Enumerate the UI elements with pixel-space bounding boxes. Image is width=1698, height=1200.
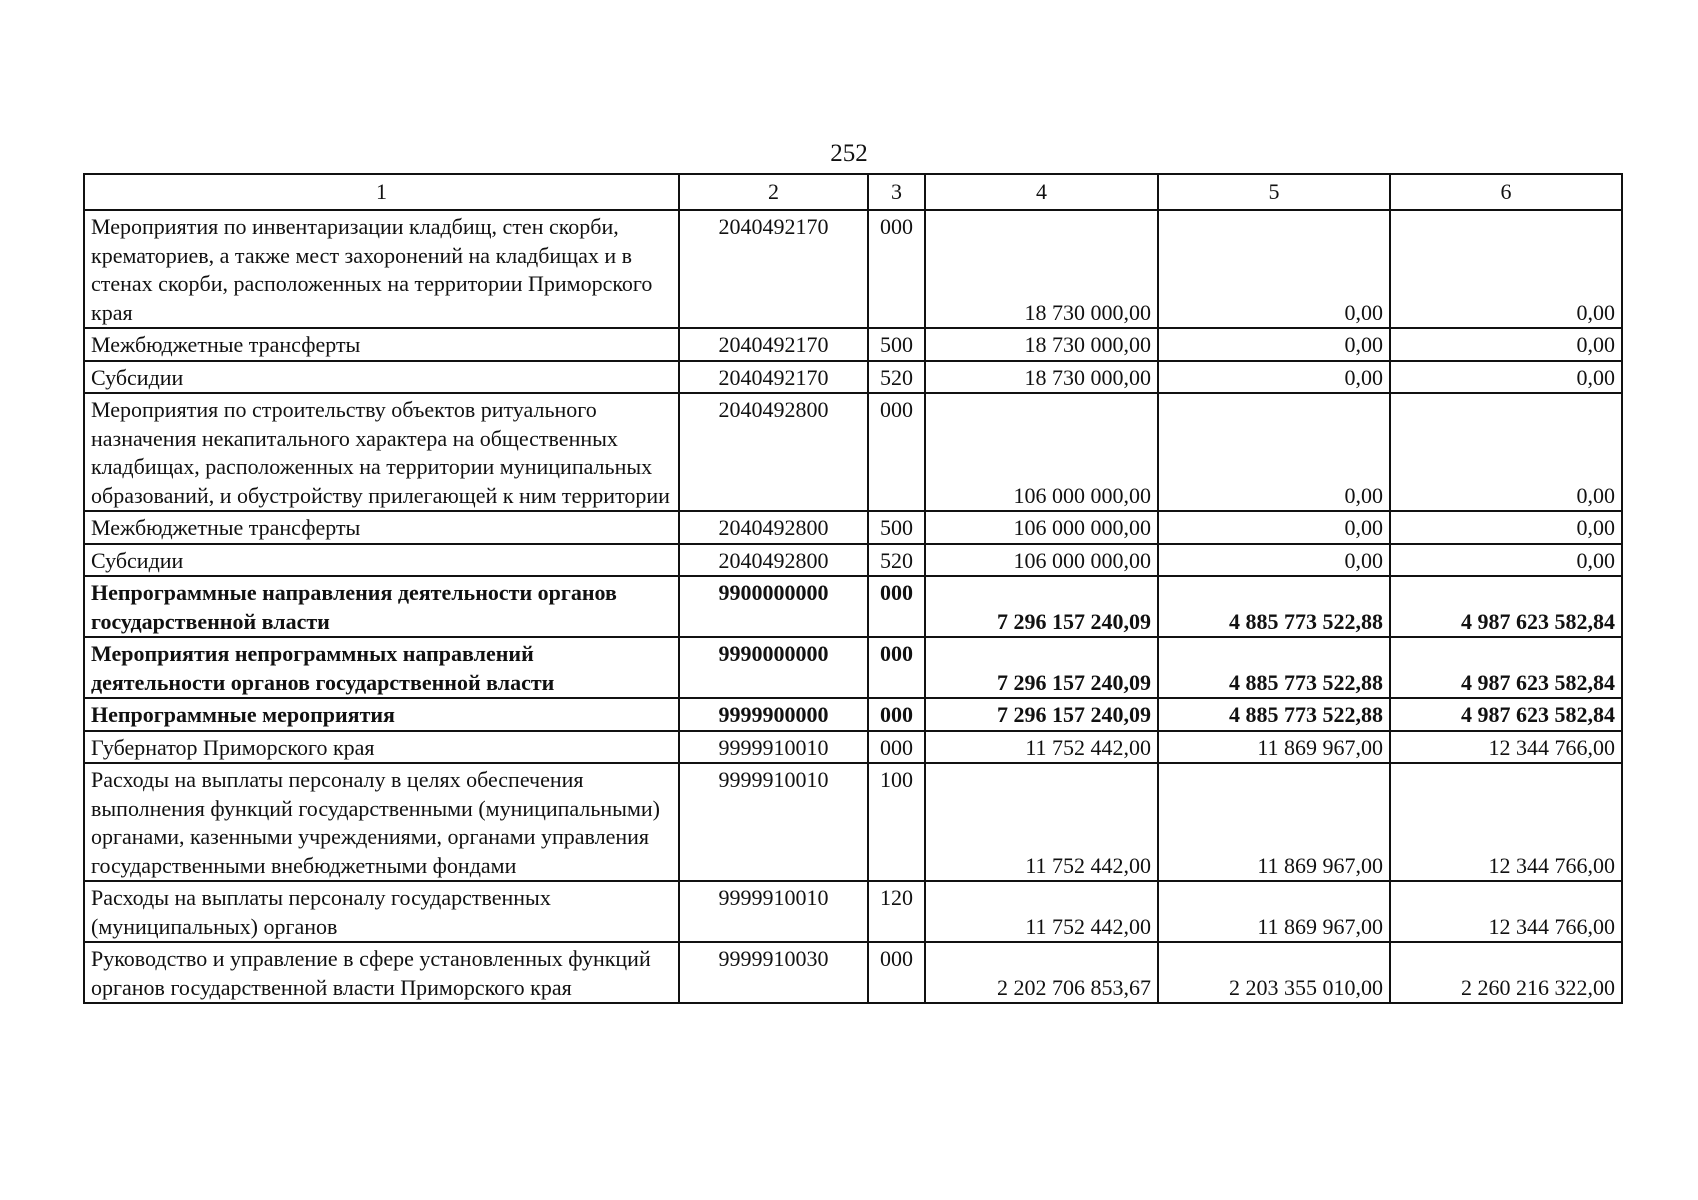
row-code-cell: 9999910010 bbox=[679, 881, 868, 942]
row-value-col6-cell: 4 987 623 582,84 bbox=[1390, 576, 1622, 637]
row-value-col6-cell: 0,00 bbox=[1390, 328, 1622, 361]
row-name-cell: Мероприятия по строительству объектов ритуального назначения некапитального характера на общественных кладбищах, расположенных на территории муниципальных образований, и обустройству прилегающей к ним территории bbox=[84, 393, 679, 511]
row-value-col4-cell: 106 000 000,00 bbox=[925, 393, 1158, 511]
row-value-col4-cell: 11 752 442,00 bbox=[925, 881, 1158, 942]
row-code-cell: 9999910010 bbox=[679, 763, 868, 881]
row-name-cell: Мероприятия по инвентаризации кладбищ, стен скорби, крематориев, а также мест захоронений на кладбищах и в стенах скорби, расположенных на территории Приморского края bbox=[84, 210, 679, 328]
column-header: 1 bbox=[84, 174, 679, 210]
row-kind-cell: 520 bbox=[868, 361, 925, 394]
row-value-col5-cell: 4 885 773 522,88 bbox=[1158, 637, 1390, 698]
row-name-cell: Межбюджетные трансферты bbox=[84, 511, 679, 544]
row-kind-cell: 500 bbox=[868, 328, 925, 361]
row-value-col4-cell: 18 730 000,00 bbox=[925, 361, 1158, 394]
row-kind-cell: 000 bbox=[868, 576, 925, 637]
table-body bbox=[84, 174, 1622, 1003]
budget-table bbox=[83, 173, 1623, 1004]
row-name-cell: Непрограммные мероприятия bbox=[84, 698, 679, 731]
row-name-cell: Межбюджетные трансферты bbox=[84, 328, 679, 361]
row-kind-cell: 000 bbox=[868, 731, 925, 764]
row-value-col6-cell: 12 344 766,00 bbox=[1390, 731, 1622, 764]
row-value-col5-cell: 11 869 967,00 bbox=[1158, 881, 1390, 942]
row-code-cell: 2040492800 bbox=[679, 544, 868, 577]
row-kind-cell: 100 bbox=[868, 763, 925, 881]
row-code-cell: 9999910010 bbox=[679, 731, 868, 764]
row-value-col6-cell: 0,00 bbox=[1390, 393, 1622, 511]
row-code-cell: 2040492170 bbox=[679, 361, 868, 394]
column-header: 5 bbox=[1158, 174, 1390, 210]
row-value-col4-cell: 18 730 000,00 bbox=[925, 328, 1158, 361]
table-row bbox=[84, 210, 1622, 328]
column-header: 3 bbox=[868, 174, 925, 210]
table-row bbox=[84, 544, 1622, 577]
row-name-cell: Непрограммные направления деятельности органов государственной власти bbox=[84, 576, 679, 637]
row-kind-cell: 520 bbox=[868, 544, 925, 577]
row-kind-cell: 500 bbox=[868, 511, 925, 544]
row-value-col4-cell: 2 202 706 853,67 bbox=[925, 942, 1158, 1003]
row-code-cell: 9900000000 bbox=[679, 576, 868, 637]
column-header: 6 bbox=[1390, 174, 1622, 210]
row-value-col6-cell: 4 987 623 582,84 bbox=[1390, 698, 1622, 731]
table-row bbox=[84, 511, 1622, 544]
row-kind-cell: 000 bbox=[868, 942, 925, 1003]
column-header: 2 bbox=[679, 174, 868, 210]
table-row bbox=[84, 698, 1622, 731]
row-code-cell: 2040492800 bbox=[679, 393, 868, 511]
row-name-cell: Субсидии bbox=[84, 361, 679, 394]
row-name-cell: Мероприятия непрограммных направлений деятельности органов государственной власти bbox=[84, 637, 679, 698]
row-value-col4-cell: 7 296 157 240,09 bbox=[925, 637, 1158, 698]
page-number: 252 bbox=[830, 140, 868, 167]
row-value-col4-cell: 106 000 000,00 bbox=[925, 511, 1158, 544]
row-code-cell: 2040492170 bbox=[679, 210, 868, 328]
row-code-cell: 9999900000 bbox=[679, 698, 868, 731]
row-value-col4-cell: 7 296 157 240,09 bbox=[925, 698, 1158, 731]
row-value-col6-cell: 12 344 766,00 bbox=[1390, 763, 1622, 881]
row-value-col6-cell: 0,00 bbox=[1390, 544, 1622, 577]
row-value-col6-cell: 12 344 766,00 bbox=[1390, 881, 1622, 942]
table-row bbox=[84, 393, 1622, 511]
row-value-col6-cell: 2 260 216 322,00 bbox=[1390, 942, 1622, 1003]
row-value-col5-cell: 0,00 bbox=[1158, 393, 1390, 511]
table-row bbox=[84, 361, 1622, 394]
row-value-col5-cell: 0,00 bbox=[1158, 328, 1390, 361]
row-value-col5-cell: 2 203 355 010,00 bbox=[1158, 942, 1390, 1003]
row-value-col5-cell: 11 869 967,00 bbox=[1158, 763, 1390, 881]
row-value-col4-cell: 11 752 442,00 bbox=[925, 763, 1158, 881]
table-row bbox=[84, 881, 1622, 942]
row-value-col5-cell: 0,00 bbox=[1158, 210, 1390, 328]
row-name-cell: Губернатор Приморского края bbox=[84, 731, 679, 764]
table-row bbox=[84, 637, 1622, 698]
row-code-cell: 2040492170 bbox=[679, 328, 868, 361]
row-value-col6-cell: 0,00 bbox=[1390, 361, 1622, 394]
row-name-cell: Субсидии bbox=[84, 544, 679, 577]
row-value-col5-cell: 0,00 bbox=[1158, 511, 1390, 544]
row-value-col5-cell: 0,00 bbox=[1158, 544, 1390, 577]
row-name-cell: Расходы на выплаты персоналу государственных (муниципальных) органов bbox=[84, 881, 679, 942]
table-row bbox=[84, 576, 1622, 637]
row-kind-cell: 000 bbox=[868, 210, 925, 328]
row-kind-cell: 000 bbox=[868, 698, 925, 731]
row-value-col4-cell: 106 000 000,00 bbox=[925, 544, 1158, 577]
row-code-cell: 2040492800 bbox=[679, 511, 868, 544]
row-value-col6-cell: 4 987 623 582,84 bbox=[1390, 637, 1622, 698]
row-name-cell: Руководство и управление в сфере установленных функций органов государственной власти Приморского края bbox=[84, 942, 679, 1003]
row-value-col5-cell: 0,00 bbox=[1158, 361, 1390, 394]
column-header: 4 bbox=[925, 174, 1158, 210]
row-value-col4-cell: 18 730 000,00 bbox=[925, 210, 1158, 328]
row-value-col4-cell: 11 752 442,00 bbox=[925, 731, 1158, 764]
row-kind-cell: 120 bbox=[868, 881, 925, 942]
row-value-col5-cell: 4 885 773 522,88 bbox=[1158, 698, 1390, 731]
row-kind-cell: 000 bbox=[868, 637, 925, 698]
row-code-cell: 9990000000 bbox=[679, 637, 868, 698]
table-header-row bbox=[84, 174, 1622, 210]
table-row bbox=[84, 731, 1622, 764]
row-value-col6-cell: 0,00 bbox=[1390, 210, 1622, 328]
row-value-col5-cell: 11 869 967,00 bbox=[1158, 731, 1390, 764]
row-name-cell: Расходы на выплаты персоналу в целях обеспечения выполнения функций государственными (муниципальными) органами, казенными учреждениями, органами управления государственными внебюджетными фондами bbox=[84, 763, 679, 881]
row-value-col6-cell: 0,00 bbox=[1390, 511, 1622, 544]
row-value-col5-cell: 4 885 773 522,88 bbox=[1158, 576, 1390, 637]
table-row bbox=[84, 328, 1622, 361]
table-row bbox=[84, 763, 1622, 881]
row-code-cell: 9999910030 bbox=[679, 942, 868, 1003]
table-row bbox=[84, 942, 1622, 1003]
row-kind-cell: 000 bbox=[868, 393, 925, 511]
row-value-col4-cell: 7 296 157 240,09 bbox=[925, 576, 1158, 637]
